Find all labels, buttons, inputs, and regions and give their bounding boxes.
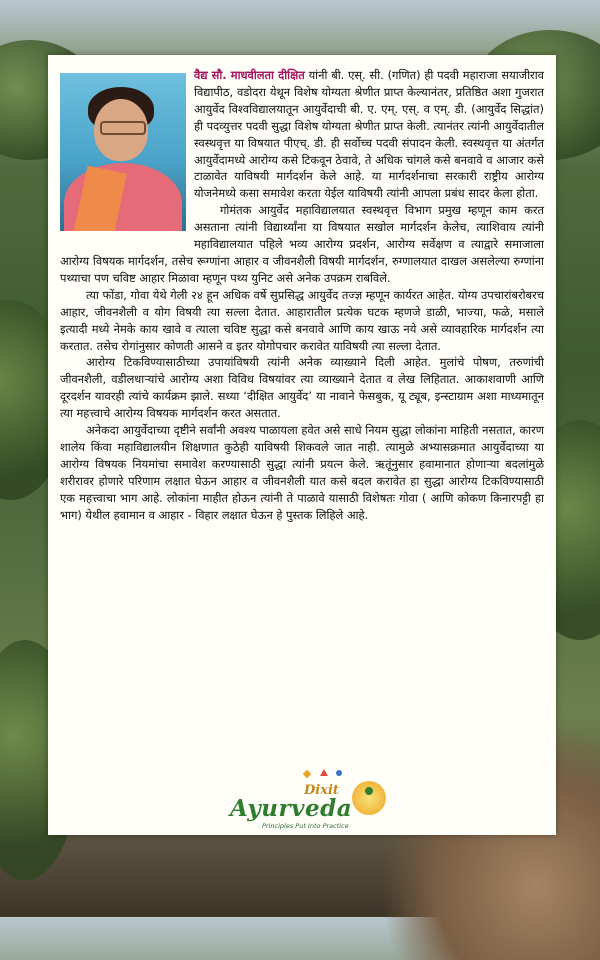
diamond-icon xyxy=(303,770,311,778)
bio-paragraph-2: गोमंतक आयुर्वेद महाविद्यालयात स्वस्थवृत्त विभाग प्रमुख म्हणून काम करत असताना त्यांनी विद्यार्थ्यांना या विषयात सखोल मार्गदर्शन केलेच, त्याशिवाय त्यांनी महाविद्यालयात पहिले भव्य आरोग्य प्रदर्शन, आरोग्य सर्वेक्षण व त्याद्वारे समाजाला आरोग्य विषयक मार्गदर्शन, तसेच रूग्णांना आहार व जीवनशैली विषयी मार्गदर्शन, रुग्णालयात दाखल असलेल्या रुग्णांना पथ्याचा पण चविष्ट आहार मिळावा म्हणून पथ्य युनिट असे अनेक उपक्रम राबविले. xyxy=(60,203,544,285)
back-cover-text-panel xyxy=(48,55,556,835)
logo-word-ayurveda: Ayurveda xyxy=(230,795,353,822)
author-bio xyxy=(60,67,544,523)
bio-paragraph-5: अनेकदा आयुर्वेदाच्या दृष्टीने सर्वांनी अवश्य पाळायला हवेत असे साधे नियम सुद्धा लोकांना माहिती नसतात, कारण शालेय किंवा महाविद्यालयीन शिक्षणात कुठेही याविषयी शिकवले जात नाही. त्यामुळे अभ्यासक्रमात आयुर्वेदाच्या या आरोग्य विषयक नियमांचा समावेश करण्यासाठी सुद्धा त्यांनी प्रयत्न केले. ऋतूंनुसार हवामानात होणाऱ्या बदलांमुळे शरीरावर होणारे परिणाम लक्षात घेऊन आहार व जीवनशैली यात कसे बदल करावेत हा सुद्धा आरोग्य टिकविण्यासाठी एक महत्त्वाचा भाग आहे. लोकांना माहीत होऊन त्यांनी ते पाळावे यासाठी विशेषतः गोवा ( आणि कोकण किनारपट्टी हा भाग) येथील हवामान व आहार - विहार लक्षात घेऊन हे पुस्तक लिहिले आहे. xyxy=(60,423,544,522)
bio-paragraph-1: वैद्य सौ. माधवीलता दीक्षित यांनी बी. एस्. सी. (गणित) ही पदवी महाराजा सयाजीराव विद्यापीठ, वडोदरा येथून विशेष योग्यता श्रेणीत प्राप्त केल्यानंतर, प्रतिष्ठित अशा गुजरात आयुर्वेद विश्वविद्यालयातून आयुर्वेदाची बी. ए. एम्. एस्. व एम्. डी. (आयुर्वेद सिद्धांत) ही पदव्युत्तर पदवी सुद्धा विशेष योग्यता श्रेणीत प्राप्त केली. त्यानंतर त्यांनी आयुर्वेदातील स्वस्थवृत्त या विषयात पीएच्. डी. ही सर्वोच्च पदवी संपादन केली. स्वस्थवृत्त या अंतर्गत आयुर्वेदामध्ये आरोग्य कसे टिकवून ठेवावे, ते अधिक चांगले कसे बनवावे व आजार कसे टाळावेत याविषयी मार्गदर्शन केले आहे. या मार्गदर्शनाचा सरकारी राष्ट्रीय आरोग्य योजनेमध्ये कसा समावेश करता येईल याविषयी त्यांनी आपला प्रबंध सादर केला होता. xyxy=(194,68,544,201)
logo-tagline: Principles Put Into Practice xyxy=(262,822,349,830)
dixit-ayurveda-logo xyxy=(220,781,390,829)
circle-icon xyxy=(336,770,342,776)
bio-paragraph-4: आरोग्य टिकविण्यासाठीच्या उपायांविषयी त्यांनी अनेक व्याख्याने दिली आहेत. मुलांचे पोषण, तरुणांची जीवनशैली, वडीलधाऱ्यांचे आरोग्य अशा विविध विषयांवर त्या व्याख्याने देतात व लेख लिहितात. आकाशवाणी आणि दूरदर्शन यावरही त्यांचे कार्यक्रम झाले. सध्या ‘दीक्षित आयुर्वेद’ या नावाने फेसबुक, यू ट्यूब, इन्स्टाग्राम अशा माध्यमातून त्या महत्त्वाचे आरोग्य विषयक मार्गदर्शन करत असतात. xyxy=(60,355,544,421)
logo-word-dixit: Dixit xyxy=(304,783,339,798)
triangle-icon xyxy=(320,769,328,776)
author-name: वैद्य सौ. माधवीलता दीक्षित xyxy=(194,68,305,82)
meditating-figure-icon xyxy=(352,781,386,815)
bio-paragraph-3: त्या फोंडा, गोवा येथे गेली २४ हून अधिक वर्षे सुप्रसिद्ध आयुर्वेद तज्ज्ञ म्हणून कार्यरत आहेत. योग्य उपचारांबरोबरच आहार, जीवनशैली व योग विषयी त्या सल्ला देतात. आहारातील प्रत्येक घटक म्हणजे डाळी, भाज्या, फळे, मसाले इत्यादी मध्ये नेमके काय खावे व त्याला चविष्ट सुद्धा कसे बनवावे आणि काय खाऊ नये असे व्यावहारिक मार्गदर्शन त्या करतात. तसेच रोगांनुसार कोणती आसने व इतर योगोपचार करावेत याविषयी त्या सल्ला देतात. xyxy=(60,287,544,353)
